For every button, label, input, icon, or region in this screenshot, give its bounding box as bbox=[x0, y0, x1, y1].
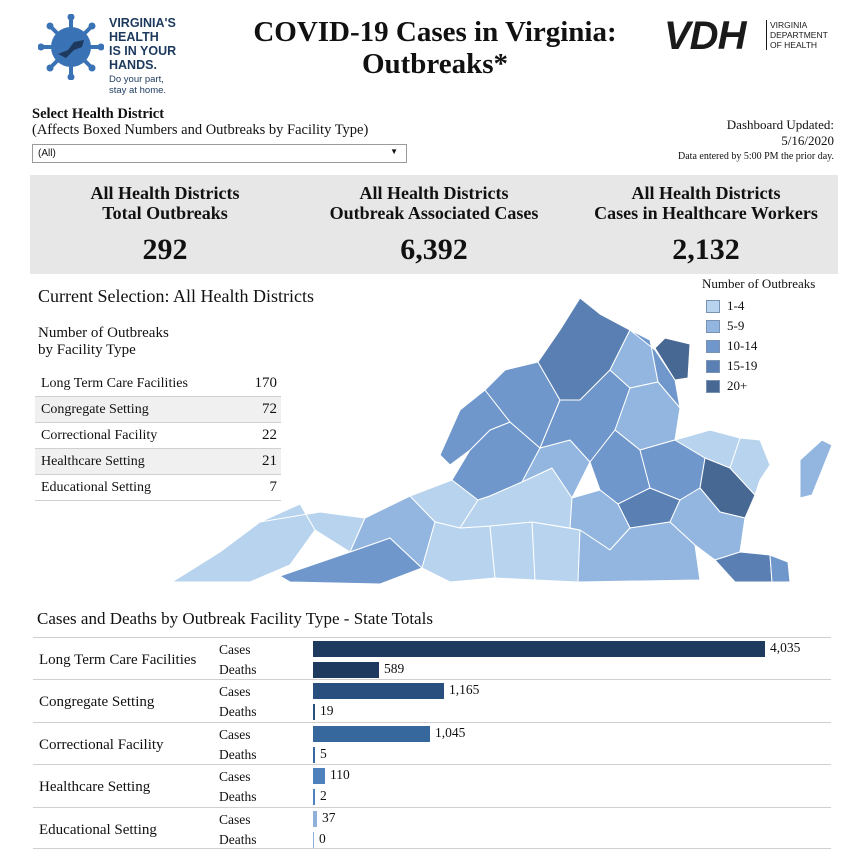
category-label: Congregate Setting bbox=[39, 694, 155, 711]
legend-swatch bbox=[706, 300, 720, 313]
chart-group bbox=[33, 679, 831, 721]
data-label: 37 bbox=[322, 809, 336, 825]
bar[interactable] bbox=[313, 641, 765, 657]
chart-group bbox=[33, 807, 831, 849]
table-row: Correctional Facility 22 bbox=[35, 423, 281, 449]
legend-swatch bbox=[706, 360, 720, 373]
legend-item: 20+ bbox=[702, 376, 815, 396]
bar[interactable] bbox=[313, 832, 314, 848]
map-legend bbox=[702, 276, 815, 396]
table-row: Educational Setting 7 bbox=[35, 475, 281, 501]
series-label: Deaths bbox=[219, 704, 257, 720]
legend-swatch bbox=[706, 340, 720, 353]
table-row: Congregate Setting 72 bbox=[35, 397, 281, 423]
chart-group bbox=[33, 764, 831, 806]
health-district-dropdown[interactable] bbox=[32, 144, 407, 163]
logo-vdh: VDH VIRGINIA DEPARTMENT OF HEALTH bbox=[664, 14, 828, 58]
table-row: Healthcare Setting 21 bbox=[35, 449, 281, 475]
data-label: 4,035 bbox=[770, 640, 801, 655]
legend-item: 1-4 bbox=[702, 296, 815, 316]
table-row: Long Term Care Facilities 170 bbox=[35, 371, 281, 397]
data-label: 2 bbox=[320, 788, 327, 804]
series-label: Cases bbox=[219, 684, 251, 700]
logo-virginias-health bbox=[38, 14, 188, 98]
kpi-band bbox=[30, 175, 838, 274]
series-label: Cases bbox=[219, 726, 251, 742]
series-label: Deaths bbox=[219, 746, 257, 762]
bar[interactable] bbox=[313, 683, 444, 699]
kpi-value: 2,132 bbox=[672, 233, 740, 266]
facility-table-title: Number of Outbreaks by Facility Type bbox=[38, 325, 169, 358]
data-label: 589 bbox=[384, 661, 405, 676]
data-label: 19 bbox=[320, 703, 334, 719]
data-label: 110 bbox=[330, 767, 350, 783]
legend-item: 10-14 bbox=[702, 336, 815, 356]
kpi-value: 292 bbox=[142, 233, 188, 266]
series-label: Deaths bbox=[219, 789, 257, 805]
map-region-southside[interactable] bbox=[532, 522, 580, 582]
current-selection: Current Selection: All Health Districts bbox=[38, 286, 314, 306]
kpi-outbreak-cases: All Health Districts Outbreak Associated Cases 6,392 bbox=[299, 175, 569, 267]
category-label: Correctional Facility bbox=[39, 736, 164, 753]
bar[interactable] bbox=[313, 789, 315, 805]
map-region-west-piedmont[interactable] bbox=[422, 522, 495, 582]
series-label: Cases bbox=[219, 769, 251, 785]
series-label: Deaths bbox=[219, 831, 257, 847]
data-label: 5 bbox=[320, 745, 327, 761]
category-label: Educational Setting bbox=[39, 821, 157, 838]
bar[interactable] bbox=[313, 811, 317, 827]
data-label: 1,045 bbox=[435, 724, 466, 740]
dropdown-value: (All) bbox=[38, 148, 56, 159]
legend-swatch bbox=[706, 380, 720, 393]
series-label: Cases bbox=[219, 642, 251, 657]
chart-title: Cases and Deaths by Outbreak Facility Type - State Totals bbox=[37, 609, 433, 628]
map-region-virginia-beach[interactable] bbox=[770, 555, 790, 582]
data-label: 1,165 bbox=[449, 682, 480, 698]
logo-left-tagline: Do your part, stay at home. bbox=[109, 74, 167, 96]
chart-group bbox=[33, 637, 831, 679]
map-region-eastern-shore[interactable] bbox=[800, 440, 832, 498]
chevron-down-icon: ▼ bbox=[390, 147, 398, 156]
chart-group bbox=[33, 722, 831, 764]
legend-item: 15-19 bbox=[702, 356, 815, 376]
bar[interactable] bbox=[313, 747, 315, 763]
map-region-pittsylvania[interactable] bbox=[490, 522, 535, 580]
series-label: Cases bbox=[219, 811, 251, 827]
kpi-value: 6,392 bbox=[400, 233, 468, 266]
legend-item: 5-9 bbox=[702, 316, 815, 336]
logo-left-text: VIRGINIA'S HEALTH IS IN YOUR HANDS. bbox=[109, 16, 177, 72]
category-label: Long Term Care Facilities bbox=[39, 652, 197, 668]
virus-icon bbox=[38, 14, 104, 80]
data-label: 0 bbox=[319, 830, 326, 846]
selector-subtitle: (Affects Boxed Numbers and Outbreaks by Facility Type) bbox=[32, 122, 369, 138]
legend-swatch bbox=[706, 320, 720, 333]
category-label: Healthcare Setting bbox=[39, 779, 151, 796]
bar[interactable] bbox=[313, 726, 430, 742]
facility-bar-chart bbox=[33, 637, 831, 849]
kpi-healthcare-workers: All Health Districts Cases in Healthcare Workers 2,132 bbox=[571, 175, 841, 267]
legend-title: Number of Outbreaks bbox=[702, 276, 816, 291]
bar[interactable] bbox=[313, 704, 315, 720]
bar[interactable] bbox=[313, 768, 325, 784]
bar[interactable] bbox=[313, 662, 379, 678]
selector-title: Select Health District bbox=[32, 106, 165, 122]
page-title: COVID-19 Cases in Virginia: Outbreaks* bbox=[253, 16, 617, 80]
kpi-total-outbreaks: All Health Districts Total Outbreaks 292 bbox=[30, 175, 300, 267]
series-label: Deaths bbox=[219, 662, 257, 677]
dashboard-updated: Dashboard Updated: 5/16/2020 Data entered by 5:00 PM the prior day. bbox=[678, 117, 834, 162]
